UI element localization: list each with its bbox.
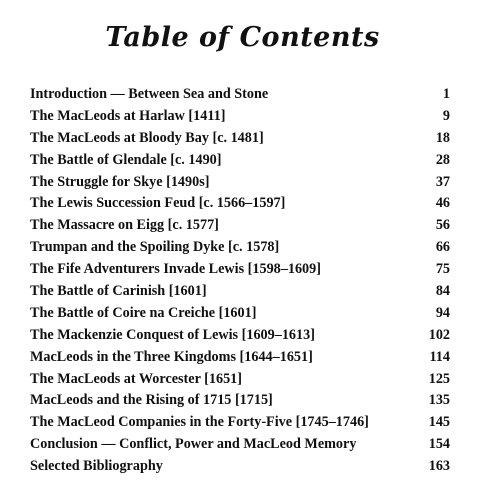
toc-entry[interactable] <box>30 130 450 152</box>
toc-entry-page: 84 <box>435 283 450 300</box>
toc-entry-label: The MacLeods at Harlaw [1411] <box>30 107 226 124</box>
toc-entry-label: Introduction — Between Sea and Stone <box>30 86 269 102</box>
toc-entry-label: MacLeods in the Three Kingdoms [1644–1651] <box>30 348 313 365</box>
toc-entry-page: 135 <box>428 392 450 409</box>
toc-entry-label: The Battle of Coire na Creiche [1601] <box>30 304 257 321</box>
toc-entry-label: The Struggle for Skye [1490s] <box>30 173 210 190</box>
toc-entry[interactable] <box>30 392 450 414</box>
toc-entry[interactable] <box>30 414 450 436</box>
toc-entry-page: 75 <box>435 261 450 278</box>
toc-entry-label: The Mackenzie Conquest of Lewis [1609–1613] <box>30 326 315 343</box>
toc-entry-label: The MacLeods at Worcester [1651] <box>30 370 242 387</box>
toc-list <box>30 86 450 480</box>
toc-entry-label: The Battle of Carinish [1601] <box>30 283 207 300</box>
toc-entry[interactable] <box>30 458 450 480</box>
toc-entry-label: The Lewis Succession Feud [c. 1566–1597] <box>30 195 286 212</box>
toc-entry[interactable] <box>30 436 450 458</box>
toc-entry-page: 46 <box>435 195 450 212</box>
toc-entry[interactable] <box>30 305 450 327</box>
toc-entry-page: 102 <box>428 326 450 343</box>
toc-entry-page: 125 <box>428 370 450 387</box>
toc-entry-page: 56 <box>435 217 450 234</box>
toc-entry[interactable] <box>30 283 450 305</box>
toc-entry-page: 145 <box>428 414 450 431</box>
toc-entry-page: 94 <box>435 304 450 321</box>
toc-entry-page: 114 <box>429 348 450 365</box>
toc-entry-label: Selected Bibliography <box>30 458 163 475</box>
toc-entry-page: 154 <box>428 436 450 453</box>
toc-entry-label: The Massacre on Eigg [c. 1577] <box>30 217 219 234</box>
toc-entry[interactable] <box>30 217 450 239</box>
toc-entry[interactable] <box>30 327 450 349</box>
toc-entry-label: MacLeods and the Rising of 1715 [1715] <box>30 392 273 409</box>
toc-entry-page: 18 <box>435 129 450 146</box>
toc-entry-label: Conclusion — Conflict, Power and MacLeod Memory <box>30 436 357 453</box>
toc-entry-page: 163 <box>428 458 450 475</box>
toc-entry-page: 37 <box>435 173 450 190</box>
toc-entry-label: The Battle of Glendale [c. 1490] <box>30 151 222 168</box>
toc-entry-label: The Fife Adventurers Invade Lewis [1598–1609] <box>30 261 321 278</box>
page-title: Table of Contents <box>105 22 380 53</box>
toc-entry[interactable] <box>30 371 450 393</box>
toc-entry[interactable] <box>30 239 450 261</box>
toc-entry[interactable] <box>30 261 450 283</box>
toc-entry[interactable] <box>30 349 450 371</box>
toc-entry-label: The MacLeod Companies in the Forty-Five [1745–1746] <box>30 414 369 431</box>
toc-entry-page: 28 <box>435 151 450 168</box>
toc-entry-page: 66 <box>435 239 450 256</box>
toc-entry[interactable] <box>30 86 450 108</box>
toc-entry[interactable] <box>30 152 450 174</box>
toc-entry[interactable] <box>30 195 450 217</box>
toc-entry[interactable] <box>30 174 450 196</box>
toc-entry-label: The MacLeods at Bloody Bay [c. 1481] <box>30 129 264 146</box>
toc-entry[interactable] <box>30 108 450 130</box>
toc-entry-page: 1 <box>442 86 450 102</box>
toc-entry-page: 9 <box>442 107 450 124</box>
toc-entry-label: Trumpan and the Spoiling Dyke [c. 1578] <box>30 239 280 256</box>
